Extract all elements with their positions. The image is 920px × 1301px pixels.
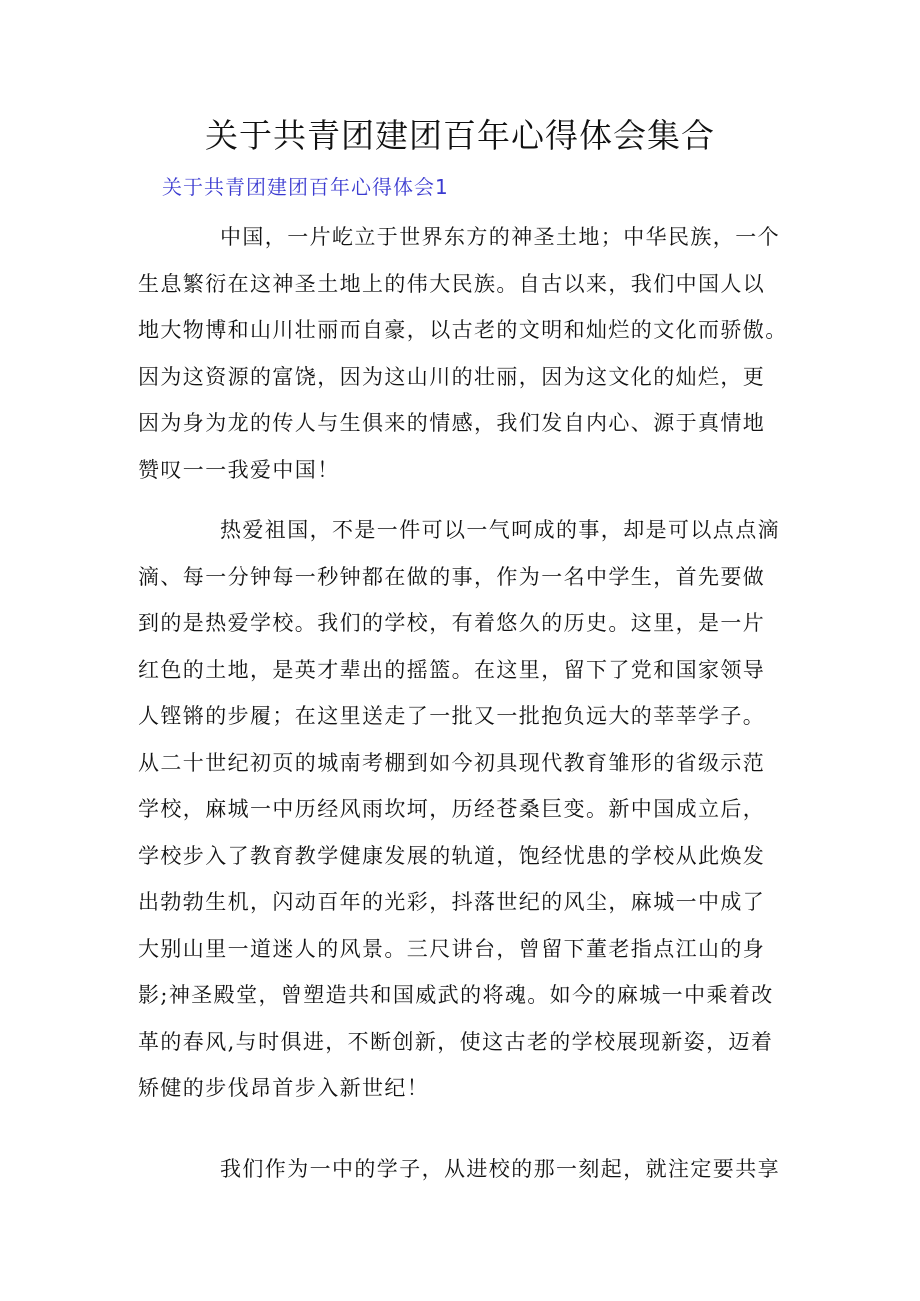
text-line: 中国，一片屹立于世界东方的神圣土地；中华民族，一个	[220, 225, 780, 249]
text-line: 大别山里一道迷人的风景。三尺讲台，曾留下董老指点江山的身	[138, 936, 766, 961]
text-line: 影;神圣殿堂，曾塑造共和国威武的将魂。如今的麻城一中乘着改	[138, 983, 774, 1007]
text-line: 赞叹一一我爱中国！	[138, 457, 340, 482]
text-line: 革的春风,与时俱进，不断创新，使这古老的学校展现新姿，迈着	[138, 1029, 774, 1054]
text-line: 我们作为一中的学子，从进校的那一刻起，就注定要共享	[220, 1157, 780, 1181]
text-line: 滴、每一分钟每一秒钟都在做的事，作为一名中学生，首先要做	[138, 564, 766, 589]
text-line: 热爱祖国，不是一件可以一气呵成的事，却是可以点点滴	[220, 518, 780, 542]
text-line: 因为身为龙的传人与生俱来的情感，我们发自内心、源于真情地	[138, 411, 766, 435]
section-heading: 关于共青团建团百年心得体会1	[162, 175, 449, 199]
paragraph-1	[138, 214, 798, 493]
text-line: 出勃勃生机，闪动百年的光彩，抖落世纪的风尘，麻城一中成了	[138, 890, 766, 914]
text-line: 因为这资源的富饶，因为这山川的壮丽，因为这文化的灿烂，更	[138, 364, 766, 389]
text-line: 学校步入了教育教学健康发展的轨道，饱经忧患的学校从此焕发	[138, 843, 766, 868]
text-line: 生息繁衍在这神圣土地上的伟大民族。自古以来，我们中国人以	[138, 271, 766, 296]
text-line: 到的是热爱学校。我们的学校，有着悠久的历史。这里，是一片	[138, 611, 766, 635]
text-line: 学校，麻城一中历经风雨坎坷，历经苍桑巨变。新中国成立后，	[138, 797, 766, 821]
text-line: 地大物博和山川壮丽而自豪，以古老的文明和灿烂的文化而骄傲。	[138, 318, 788, 342]
text-line: 矫健的步伐昂首步入新世纪！	[138, 1076, 430, 1100]
text-line: 从二十世纪初页的城南考棚到如今初具现代教育雏形的省级示范	[138, 750, 766, 775]
document-title: 关于共青团建团百年心得体会集合	[205, 116, 715, 155]
paragraph-2	[138, 507, 798, 1112]
text-line: 红色的土地，是英才辈出的摇篮。在这里，留下了党和国家领导	[138, 657, 766, 682]
paragraph-3	[138, 1146, 798, 1193]
text-line: 人铿锵的步履；在这里送走了一批又一批抱负远大的莘莘学子。	[138, 704, 766, 728]
